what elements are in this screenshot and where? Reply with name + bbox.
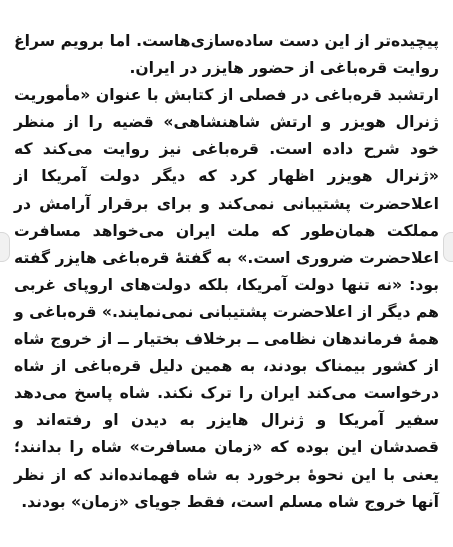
- paragraph-2: ارتشبد قره‌باغی در فصلی از کتابش با عنوان «مأموریت ژنرال هویزر و ارتش شاهنشاهی» قضیه را از منظر خود شرح داده است. قره‌باغی نیز روایت می‌کند که «ژنرال هویزر اظهار کرد که دیگر دولت آمریکا از اعلاحضرت پشتیبانی نمی‌کند و برای برقرار آرامش در مملکت همان‌طور که ملت ایران می‌خواهد مسافرت اعلاحضرت ضروری است.» به گفتهٔ قره‌باغی هایزر گفته بود: «نه تنها دولت آمریکا، بلکه دولت‌های اروپای غربی هم دیگر از اعلاحضرت پشتیبانی نمی‌نمایند.» قره‌باغی و همهٔ فرماندهان نظامی ــ برخلاف بختیار ــ از خروج شاه از کشور بیمناک بودند، به همین دلیل قره‌باغی از شاه درخواست می‌کند ایران را ترک نکند. شاه پاسخ می‌دهد سفیر آمریکا و ژنرال هایزر به دیدن او رفته‌اند و قصدشان این بوده که «زمان مسافرت» شاه را بدانند؛ یعنی با این نحوهٔ برخورد به شاه فهمانده‌اند که از نظر آنها خروج شاه مسلم است، فقط جویای «زمان» بودند.: [14, 86, 439, 511]
- article-body: [14, 28, 439, 516]
- previous-page-arrow-icon[interactable]: [0, 232, 10, 262]
- next-page-arrow-icon[interactable]: [443, 232, 453, 262]
- paragraph-1: پیچیده‌تر از این دست ساده‌سازی‌هاست. اما برویم سراغ روایت قره‌باغی از حضور هایزر در ایران.: [14, 32, 439, 78]
